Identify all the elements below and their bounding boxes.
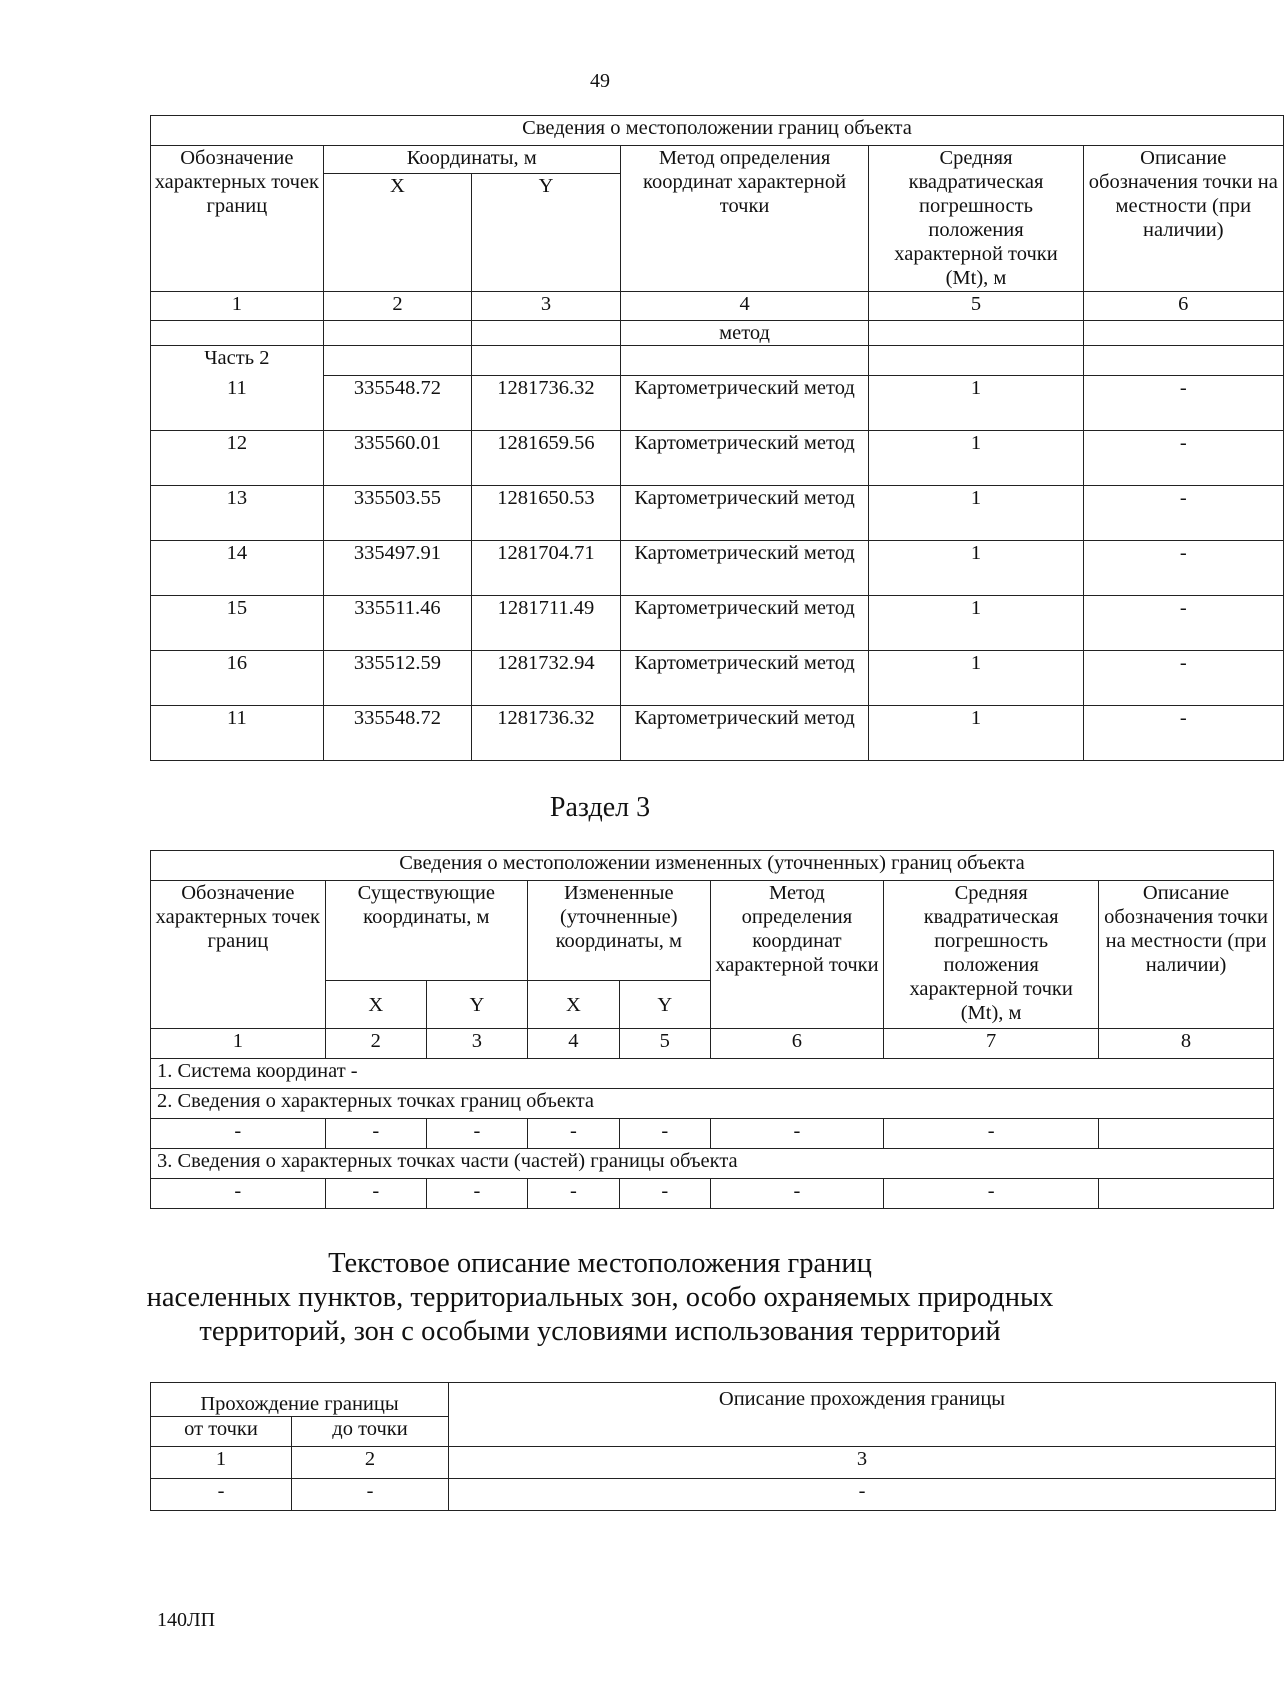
cell-point: 11: [151, 376, 324, 431]
table-row: [151, 376, 1284, 431]
cell-point: 15: [151, 596, 324, 651]
boundary-passage-table: [150, 1382, 1276, 1511]
cell-method: Картометрический метод: [620, 596, 869, 651]
cell-point: 12: [151, 431, 324, 486]
table1-header-coords: Координаты, м: [323, 146, 620, 174]
dash-cell: -: [710, 1119, 884, 1149]
dash-cell: -: [292, 1479, 449, 1511]
changed-boundary-table: [150, 850, 1274, 1209]
page-number: 49: [590, 70, 610, 92]
table3-header-description: Описание прохождения границы: [449, 1383, 1276, 1447]
table1-title: Сведения о местоположении границ объекта: [151, 116, 1284, 146]
cell-x: 335512.59: [323, 651, 472, 706]
dash-cell: -: [527, 1119, 619, 1149]
table1-header-method: Метод определения координат характерной точки: [620, 146, 869, 292]
heading-line: населенных пунктов, территориальных зон, особо охраняемых природных: [146, 1282, 1054, 1313]
table2-colnum: 8: [1099, 1029, 1274, 1059]
section-heading: Раздел 3: [549, 792, 651, 823]
cell-method: Картометрический метод: [620, 431, 869, 486]
table2-header-x: X: [325, 981, 426, 1029]
boundary-points-row: 2. Сведения о характерных точках границ объекта: [151, 1089, 1274, 1119]
cell-method: Картометрический метод: [620, 541, 869, 596]
table2-title: Сведения о местоположении измененных (уточненных) границ объекта: [151, 851, 1274, 881]
cell-description: -: [1083, 651, 1283, 706]
dash-cell: -: [710, 1179, 884, 1209]
table1-colnum: 6: [1083, 292, 1283, 321]
dash-cell: -: [151, 1179, 326, 1209]
cell-error: 1: [869, 651, 1083, 706]
cell-method: Картометрический метод: [620, 486, 869, 541]
cell-description: -: [1083, 596, 1283, 651]
cell-point: 16: [151, 651, 324, 706]
table-row: [151, 706, 1284, 761]
cell-y: 1281732.94: [472, 651, 621, 706]
continuation-method: метод: [620, 321, 869, 346]
table3-colnum: 2: [292, 1447, 449, 1479]
table1-header-y: Y: [472, 174, 621, 292]
table1-header-description: Описание обозначения точки на местности (при наличии): [1083, 146, 1283, 292]
empty-cell: [323, 346, 472, 376]
table3-header-from: от точки: [151, 1417, 292, 1447]
cell-y: 1281736.32: [472, 706, 621, 761]
table1-header-x: X: [323, 174, 472, 292]
cell-description: -: [1083, 486, 1283, 541]
empty-cell: [472, 321, 621, 346]
boundary-location-table: [150, 115, 1284, 761]
cell-x: 335548.72: [323, 706, 472, 761]
table2-colnum: 6: [710, 1029, 884, 1059]
table2-header-x: X: [527, 981, 619, 1029]
table-row: [151, 431, 1284, 486]
dash-cell: -: [151, 1479, 292, 1511]
empty-cell: [869, 346, 1083, 376]
table2-header-method: Метод определения координат характерной точки: [710, 881, 884, 1029]
footer-code: 140ЛП: [157, 1609, 216, 1631]
cell-x: 335548.72: [323, 376, 472, 431]
cell-y: 1281704.71: [472, 541, 621, 596]
cell-error: 1: [869, 431, 1083, 486]
dash-cell: -: [325, 1119, 426, 1149]
table2-colnum: 7: [884, 1029, 1099, 1059]
table2-colnum: 1: [151, 1029, 326, 1059]
cell-error: 1: [869, 376, 1083, 431]
cell-method: Картометрический метод: [620, 706, 869, 761]
table2-header-changed: Измененные (уточненные) координаты, м: [527, 881, 710, 981]
dash-cell: -: [884, 1119, 1099, 1149]
cell-y: 1281659.56: [472, 431, 621, 486]
cell-description: -: [1083, 541, 1283, 596]
cell-x: 335503.55: [323, 486, 472, 541]
cell-point: 11: [151, 706, 324, 761]
table1-header-error: Средняя квадратическая погрешность положения характерной точки (Mt), м: [869, 146, 1083, 292]
dash-cell: -: [619, 1179, 710, 1209]
cell-point: 14: [151, 541, 324, 596]
table1-rows: [151, 376, 1284, 761]
cell-description: -: [1083, 706, 1283, 761]
table2-colnum: 4: [527, 1029, 619, 1059]
table3-header-passage: Прохождение границы: [151, 1383, 449, 1417]
cell-description: -: [1083, 431, 1283, 486]
table-row: [151, 596, 1284, 651]
empty-cell: [869, 321, 1083, 346]
table3-header-to: до точки: [292, 1417, 449, 1447]
table1-colnum: 3: [472, 292, 621, 321]
dash-cell: -: [426, 1179, 527, 1209]
part-label: Часть 2: [151, 346, 324, 376]
empty-cell: [472, 346, 621, 376]
dash-cell: -: [426, 1119, 527, 1149]
table2-header-point: Обозначение характерных точек границ: [151, 881, 326, 1029]
table-row: [151, 541, 1284, 596]
cell-method: Картометрический метод: [620, 651, 869, 706]
empty-cell: [323, 321, 472, 346]
empty-cell: [620, 346, 869, 376]
dash-cell: [1099, 1119, 1274, 1149]
empty-cell: [1083, 346, 1283, 376]
table2-header-y: Y: [619, 981, 710, 1029]
cell-x: 335511.46: [323, 596, 472, 651]
cell-y: 1281650.53: [472, 486, 621, 541]
table1-colnum: 2: [323, 292, 472, 321]
dash-cell: [1099, 1179, 1274, 1209]
empty-cell: [1083, 321, 1283, 346]
table-row: [151, 651, 1284, 706]
table2-colnum: 3: [426, 1029, 527, 1059]
cell-error: 1: [869, 596, 1083, 651]
cell-x: 335497.91: [323, 541, 472, 596]
table2-header-existing: Существующие координаты, м: [325, 881, 527, 981]
table2-header-y: Y: [426, 981, 527, 1029]
dash-cell: -: [527, 1179, 619, 1209]
empty-cell: [151, 321, 324, 346]
heading-line: Текстовое описание местоположения границ: [328, 1248, 872, 1279]
table3-colnum: 3: [449, 1447, 1276, 1479]
cell-point: 13: [151, 486, 324, 541]
table2-colnum: 2: [325, 1029, 426, 1059]
heading-line: территорий, зон с особыми условиями использования территорий: [199, 1316, 1001, 1347]
table1-colnum: 4: [620, 292, 869, 321]
cell-error: 1: [869, 486, 1083, 541]
table1-header-point: Обозначение характерных точек границ: [151, 146, 324, 292]
dash-cell: -: [151, 1119, 326, 1149]
dash-cell: -: [325, 1179, 426, 1209]
table2-header-error: Средняя квадратическая погрешность положения характерной точки (Mt), м: [884, 881, 1099, 1029]
cell-y: 1281736.32: [472, 376, 621, 431]
dash-cell: -: [884, 1179, 1099, 1209]
table1-colnum: 1: [151, 292, 324, 321]
dash-cell: -: [449, 1479, 1276, 1511]
cell-x: 335560.01: [323, 431, 472, 486]
cell-error: 1: [869, 706, 1083, 761]
cell-method: Картометрический метод: [620, 376, 869, 431]
text-description-heading: [0, 1247, 1200, 1349]
dash-cell: -: [619, 1119, 710, 1149]
table1-colnum: 5: [869, 292, 1083, 321]
cell-error: 1: [869, 541, 1083, 596]
part-boundary-points-row: 3. Сведения о характерных точках части (частей) границы объекта: [151, 1149, 1274, 1179]
table-row: [151, 486, 1284, 541]
table3-colnum: 1: [151, 1447, 292, 1479]
cell-y: 1281711.49: [472, 596, 621, 651]
coordinate-system-row: 1. Система координат -: [151, 1059, 1274, 1089]
table2-colnum: 5: [619, 1029, 710, 1059]
cell-description: -: [1083, 376, 1283, 431]
table2-header-description: Описание обозначения точки на местности (при наличии): [1099, 881, 1274, 1029]
